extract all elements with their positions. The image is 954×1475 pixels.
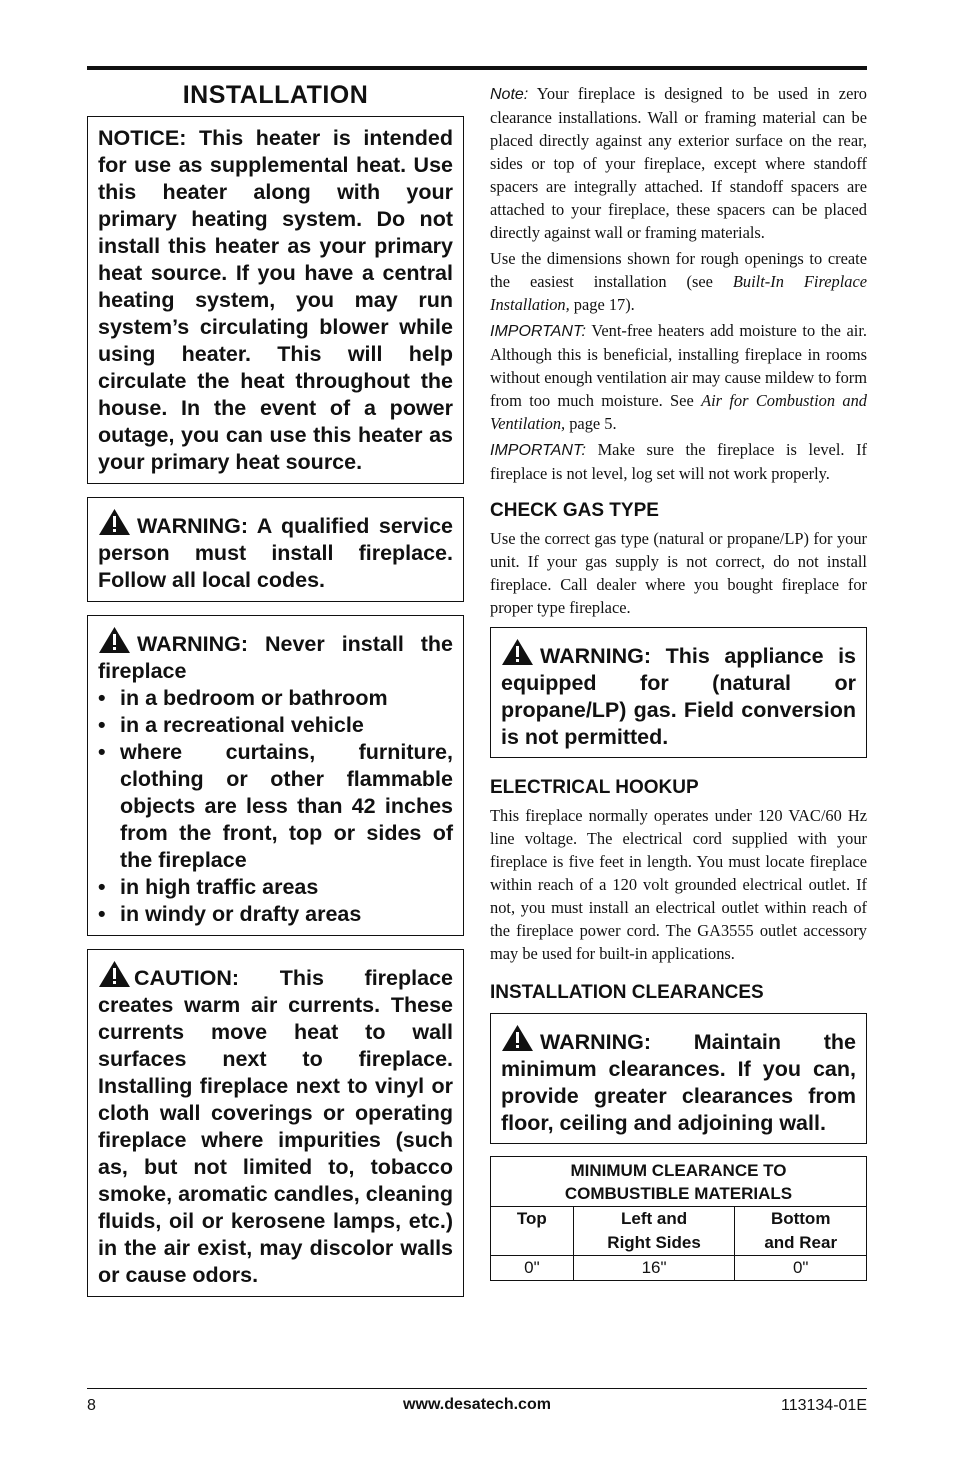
dimensions-text: Use the dimensions shown for rough openings to create the easiest installation (see <box>490 249 867 291</box>
warning-never-intro: WARNING: Never install the fireplace <box>98 632 453 683</box>
footer-rule <box>87 1388 867 1389</box>
list-item: • in a recreational vehicle <box>98 712 453 739</box>
right-column <box>490 82 867 1281</box>
check-gas-heading: CHECK GAS TYPE <box>490 500 659 521</box>
top-rule <box>87 66 867 70</box>
list-item: • in windy or drafty areas <box>98 901 453 928</box>
important-lead: IMPORTANT: <box>490 323 586 340</box>
important-text: Vent-free heaters add moisture to the air. Although this is beneficial, installing fireplace in rooms without enough ventilation air may cause mildew to form from too much moisture. See <box>490 321 867 410</box>
website-link[interactable]: www.desatech.com <box>403 1396 551 1413</box>
important-moisture-paragraph <box>490 319 867 435</box>
gas-warning-box <box>490 627 867 758</box>
dimensions-reference: Built-In Fireplace Installation, <box>490 272 867 314</box>
document-number: 113134-01E <box>781 1397 867 1414</box>
caution-triangle-icon <box>98 960 131 988</box>
caution-box <box>87 949 464 1297</box>
value-bottom: 0" <box>735 1256 867 1281</box>
table-caption: MINIMUM CLEARANCE TO COMBUSTIBLE MATERIALS <box>491 1157 867 1207</box>
warning-never-box <box>87 615 464 936</box>
note-text: Your fireplace is designed to be used in zero clearance installations. Wall or framing material can be placed directly against any exterior surface on the rear, sides or top of your fireplace, except where standoff spacers are integrally attached. If standoff spacers are attached to your fireplace, these spacers can be placed directly against wall or framing materials. <box>490 84 867 242</box>
warning-qualified-text: WARNING: A qualified service person must install fireplace. Follow all local codes. <box>98 514 453 592</box>
important-reference: Air for Combustion and Ventilation, <box>490 391 867 433</box>
list-item: • where curtains, furniture, clothing or other flammable objects are less than 42 inches from the front, top or sides of the fireplace <box>98 739 453 874</box>
note-paragraph <box>490 82 867 244</box>
notice-box <box>87 116 464 484</box>
column-header-bottom: Bottom and Rear <box>735 1207 867 1256</box>
gas-warning-text: WARNING: This appliance is equipped for (natural or propane/LP) gas. Field conversion is not permitted. <box>501 644 856 749</box>
warning-triangle-icon <box>501 638 534 666</box>
important-text: Make sure the fireplace is level. If fireplace is not level, log set will not work properly. <box>490 440 867 483</box>
list-item: • in high traffic areas <box>98 874 453 901</box>
electrical-heading: ELECTRICAL HOOKUP <box>490 777 699 798</box>
table-header-row <box>491 1207 867 1256</box>
clearance-warning-text: WARNING: Maintain the minimum clearances. If you can, provide greater clearances from floor, ceiling and adjoining wall. <box>501 1030 856 1135</box>
column-header-top: Top <box>491 1207 574 1256</box>
section-title: INSTALLATION <box>182 81 369 109</box>
clearance-table <box>490 1156 867 1281</box>
clearances-heading: INSTALLATION CLEARANCES <box>490 982 764 1003</box>
clearance-warning-box <box>490 1013 867 1144</box>
value-top: 0" <box>491 1256 574 1281</box>
note-lead: Note: <box>490 86 529 103</box>
warning-never-list <box>98 685 453 928</box>
value-sides: 16" <box>573 1256 735 1281</box>
page-number: 8 <box>87 1397 96 1414</box>
warning-qualified-box <box>87 497 464 602</box>
electrical-text: This fireplace normally operates under 120 VAC/60 Hz line voltage. The electrical cord supplied with your fireplace is five feet in length. You must locate fireplace within reach of a 120 volt grounded electrical outlet. If not, you must install an electrical outlet within reach of the fireplace power cord. The GA3555 outlet accessory may be used for built-in applications. <box>490 806 867 963</box>
important-level-paragraph <box>490 438 867 485</box>
important-lead: IMPORTANT: <box>490 442 586 459</box>
warning-triangle-icon <box>98 626 131 654</box>
warning-triangle-icon <box>501 1024 534 1052</box>
important-page: page 5. <box>569 414 617 433</box>
list-item: • in a bedroom or bathroom <box>98 685 453 712</box>
dimensions-paragraph <box>490 247 867 316</box>
warning-triangle-icon <box>98 508 131 536</box>
dimensions-page: page 17). <box>573 295 635 314</box>
column-header-sides: Left and Right Sides <box>573 1207 735 1256</box>
caution-text: CAUTION: This fireplace creates warm air currents. These currents move heat to wall surfaces next to fireplace. Installing fireplace next to vinyl or cloth wall coverings or operating fireplace where impurities (such as, but not limited to, tobacco smoke, aromatic candles, cleaning fluids, oil or kerosene lamps, etc.) in the air exist, may discolor walls or cause odors. <box>98 966 453 1287</box>
left-column <box>87 78 464 1297</box>
table-row <box>491 1256 867 1281</box>
notice-text: NOTICE: This heater is intended for use as supplemental heat. Use this heater along with your primary heating system. Do not install this heater as your primary heat source. If you have a central heating system, you may run system’s circulating blower while using heater. This will help circulate the heat throughout the house. In the event of a power outage, you can use this heater as your primary heat source. <box>98 126 453 474</box>
check-gas-text: Use the correct gas type (natural or propane/LP) for your unit. If your gas supply is not correct, do not install fireplace. Call dealer where you bought fireplace for proper type fireplace. <box>490 529 867 617</box>
